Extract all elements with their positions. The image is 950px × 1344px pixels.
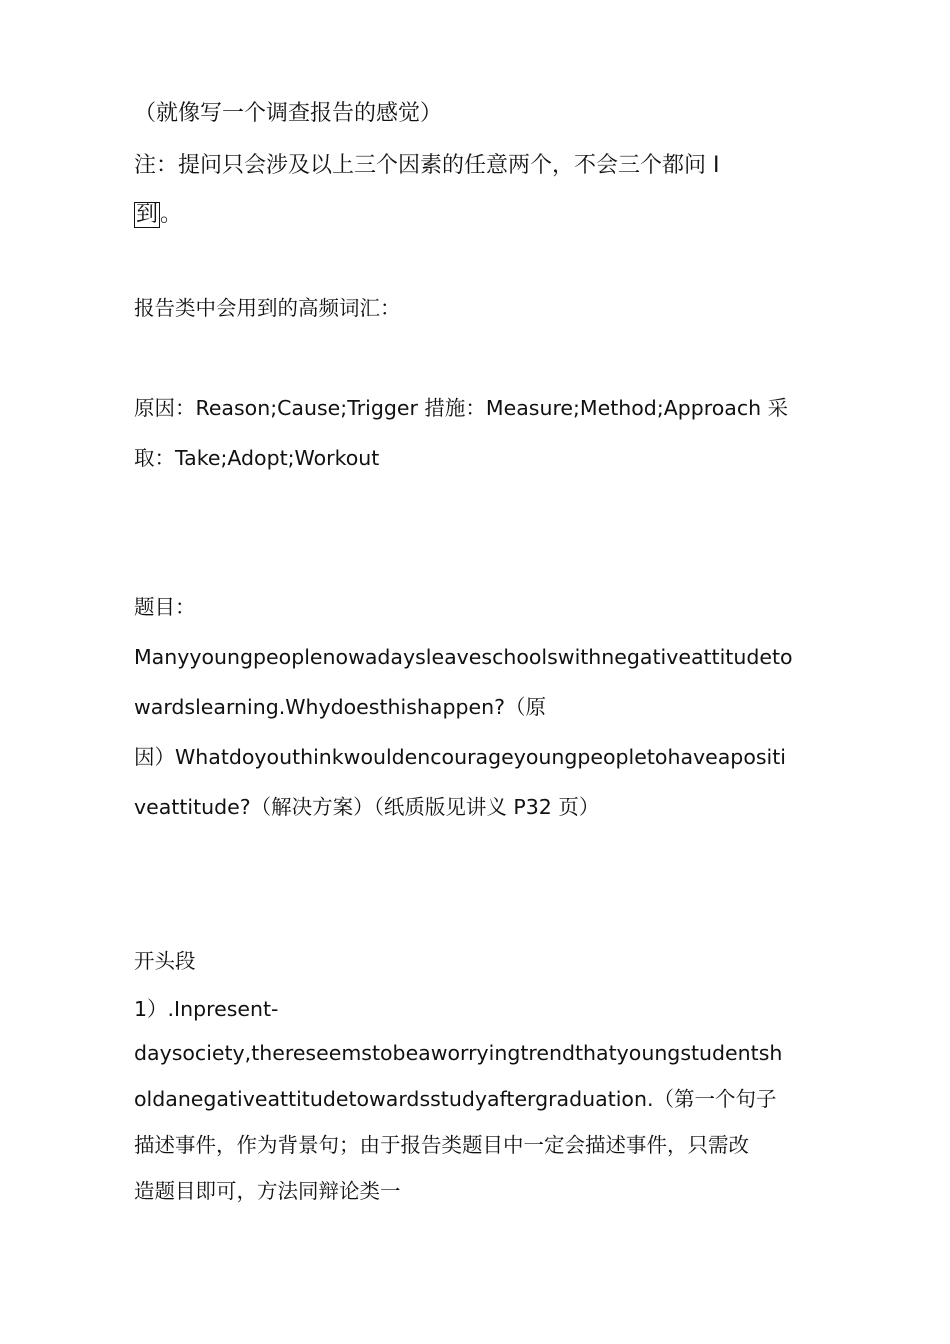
- topic-text-4: veattitude?（解决方案）（纸质版见讲义 P32 页）: [134, 795, 600, 819]
- topic-heading: 题目：: [134, 595, 196, 619]
- opening-text-3: oldanegativeattitudetowardsstudyaftergraduation.（第一个句子: [134, 1087, 777, 1111]
- period-mark: 。: [160, 202, 183, 227]
- question-note: 注：提问只会涉及以上三个因素的任意两个，不会三个都问 I: [134, 153, 720, 178]
- vocabulary-line-1: 原因：Reason;Cause;Trigger 措施：Measure;Method;Approach 采: [134, 396, 789, 420]
- question-note-continued: [134, 202, 182, 228]
- vocabulary-heading: 报告类中会用到的高频词汇：: [134, 296, 401, 320]
- boxed-character: 到: [136, 202, 159, 227]
- intro-note: （就像写一个调查报告的感觉）: [134, 101, 443, 126]
- opening-text-1: 1）.Inpresent-: [134, 997, 279, 1021]
- topic-text-2: wardslearning.Whydoesthishappen?（原: [134, 695, 546, 719]
- opening-text-5: 造题目即可，方法同辩论类一: [134, 1179, 401, 1203]
- topic-text-3: 因）Whatdoyouthinkwouldencourageyoungpeopletohaveapositi: [134, 745, 786, 769]
- vocabulary-line-2: 取：Take;Adopt;Workout: [134, 446, 380, 470]
- opening-text-4: 描述事件，作为背景句；由于报告类题目中一定会描述事件，只需改: [134, 1133, 749, 1157]
- topic-text-1: Manyyoungpeoplenowadaysleaveschoolswithnegativeattitudeto: [134, 645, 793, 669]
- opening-paragraph-heading: 开头段: [134, 949, 196, 973]
- opening-text-2: daysociety,thereseemstobeaworryingtrendthatyoungstudentsh: [134, 1041, 783, 1065]
